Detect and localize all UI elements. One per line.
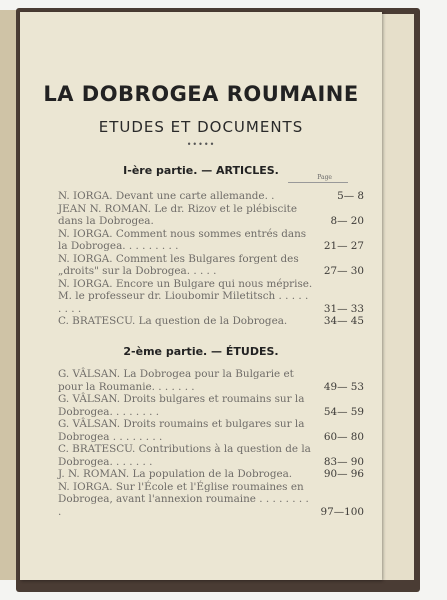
- toc-entry: [58, 203, 364, 228]
- entry-text: C. BRATESCU. Contributions à la question de la Dobrogea. . . . . . .: [58, 443, 311, 468]
- book-title: LA DOBROGEA ROUMAINE: [43, 82, 359, 106]
- entry-pages: 90— 96: [323, 468, 364, 480]
- toc-entry: [58, 418, 364, 443]
- page-column-rule: [288, 182, 348, 183]
- entry-pages: 60— 80: [323, 430, 364, 443]
- entry-pages: 21— 27: [323, 240, 364, 252]
- toc-entry: [58, 315, 364, 328]
- entry-pages: 31— 33: [323, 302, 364, 315]
- title-ornament: •••••: [186, 140, 216, 149]
- entry-text: G. VÂLSAN. Droits bulgares et roumains sur la Dobrogea. . . . . . . .: [58, 393, 305, 418]
- entry-text: N. IORGA. Comment nous sommes entrés dans la Dobrogea. . . . . . . . .: [58, 227, 307, 252]
- entry-pages: 8— 20: [330, 215, 364, 227]
- entry-pages: 54— 59: [323, 405, 364, 418]
- entry-text: C. BRATESCU. La question de la Dobrogea.: [58, 315, 288, 327]
- toc-entry: [58, 481, 364, 519]
- part1-heading: I-ère partie. — ARTICLES.: [123, 164, 279, 177]
- part2-heading: 2-ème partie. — ÉTUDES.: [123, 345, 279, 358]
- toc-entry: [58, 228, 364, 253]
- entry-text: G. VÂLSAN. Droits roumains et bulgares sur la Dobrogea . . . . . . . .: [58, 418, 305, 443]
- part2-entry-list: [58, 368, 364, 518]
- entry-text: N. IORGA. Sur l'École et l'Église roumaines en Dobrogea, avant l'annexion roumaine . . . . . . . . .: [58, 480, 309, 518]
- toc-entry: [58, 278, 364, 316]
- toc-entry: [58, 368, 364, 393]
- entry-text: N. IORGA. Encore un Bulgare qui nous méprise. M. le professeur dr. Lioubomir Miletitsch . . . . . . . . .: [58, 277, 313, 315]
- toc-entry: [58, 468, 364, 481]
- page-column-label: Page: [317, 174, 332, 181]
- book-page: [20, 12, 382, 580]
- entry-pages: 83— 90: [323, 455, 364, 468]
- part1-entry-list: [58, 190, 364, 328]
- toc-entry: [58, 190, 364, 203]
- toc-entry: [58, 253, 364, 278]
- entry-text: JEAN N. ROMAN. Le dr. Rizov et le plébiscite dans la Dobrogea.: [58, 202, 297, 227]
- book-subtitle: ETUDES ET DOCUMENTS: [98, 118, 304, 136]
- entry-pages: 97—100: [320, 505, 364, 518]
- toc-entry: [58, 393, 364, 418]
- entry-pages: 27— 30: [323, 265, 364, 277]
- entry-text: N. IORGA. Devant une carte allemande. .: [58, 190, 275, 202]
- entry-pages: 5— 8: [337, 190, 364, 202]
- toc-entry: [58, 443, 364, 468]
- entry-text: G. VÂLSAN. La Dobrogea pour la Bulgarie et pour la Roumanie. . . . . . .: [58, 368, 294, 393]
- entry-pages: 34— 45: [323, 315, 364, 327]
- entry-text: J. N. ROMAN. La population de la Dobrogea.: [58, 468, 293, 480]
- entry-text: N. IORGA. Comment les Bulgares forgent des „droits" sur la Dobrogea. . . . .: [58, 252, 299, 277]
- entry-pages: 49— 53: [323, 380, 364, 393]
